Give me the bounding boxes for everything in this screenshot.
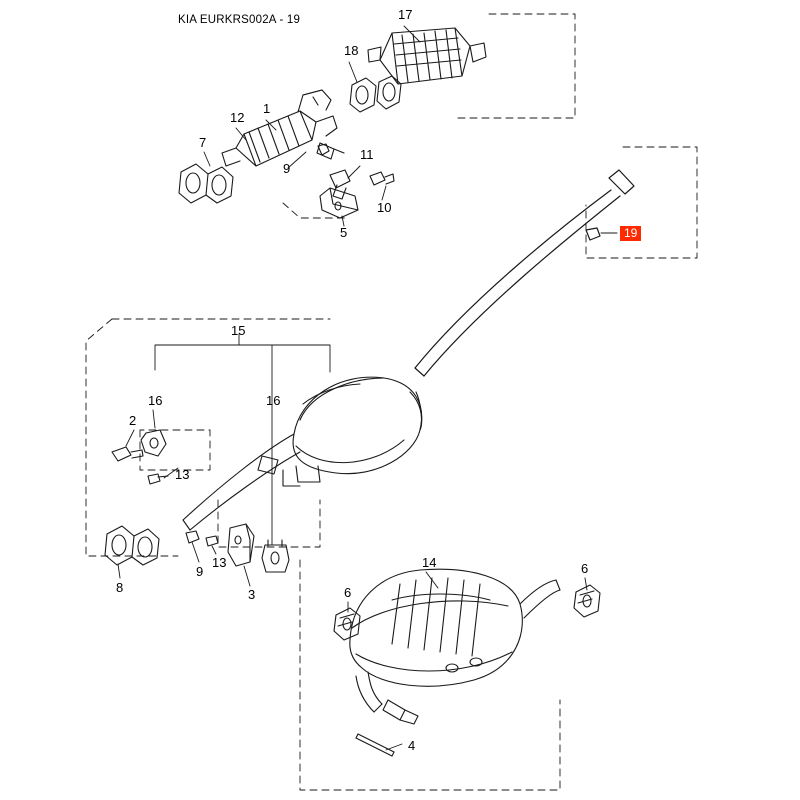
- part-4-rod: [356, 734, 394, 756]
- callout-5: 5: [340, 225, 348, 240]
- callout-8: 8: [116, 580, 124, 595]
- callout-7: 7: [199, 135, 207, 150]
- part-15-centre-muffler: [183, 377, 422, 530]
- callout-16-left: 16: [148, 393, 163, 408]
- callout-15: 15: [231, 323, 246, 338]
- dashed-group-outline: [86, 14, 697, 790]
- callout-12: 12: [230, 110, 245, 125]
- callout-9-lower: 9: [196, 564, 204, 579]
- part-3-bracket: [228, 524, 254, 566]
- part-14-rear-muffler: [350, 569, 560, 724]
- callout-13-left: 13: [175, 467, 190, 482]
- callout-13-right: 13: [212, 555, 227, 570]
- part-16-hanger-rubber-left: [141, 430, 166, 456]
- part-7-gasket: [179, 164, 233, 203]
- callout-3: 3: [248, 587, 256, 602]
- part-16-hanger-rubber-right: [262, 540, 289, 572]
- diagram-title: KIA EURKRS002A - 19: [178, 14, 301, 26]
- callout-2: 2: [129, 413, 137, 428]
- callout-16-right: 16: [266, 393, 281, 408]
- callout-6-right: 6: [581, 561, 589, 576]
- part-1-front-pipe: [222, 90, 344, 166]
- part-9-nut-lower: [186, 531, 199, 543]
- callout-1: 1: [263, 101, 271, 116]
- callout-4: 4: [408, 738, 416, 753]
- callout-6-left: 6: [344, 585, 352, 600]
- part-6-hanger-left: [334, 608, 360, 640]
- leader-lines: [118, 26, 617, 753]
- part-11-bolt: [330, 170, 350, 199]
- part-13-bolt-left: [148, 474, 168, 484]
- part-17-resonator: [368, 28, 486, 84]
- part-19-centre-pipe: [415, 170, 634, 376]
- callout-9-upper: 9: [283, 161, 291, 176]
- part-18-gasket: [350, 76, 401, 112]
- part-5-bracket: [320, 188, 358, 218]
- part-10-bolt: [370, 172, 394, 185]
- callout-10: 10: [377, 200, 392, 215]
- callout-17: 17: [398, 7, 413, 22]
- callout-14: 14: [422, 555, 437, 570]
- callout-19-highlighted[interactable]: 19: [620, 226, 641, 241]
- part-8-flange: [105, 526, 159, 565]
- callout-18: 18: [344, 43, 359, 58]
- part-2-pin: [112, 447, 143, 461]
- part-13-bolt-right: [206, 536, 218, 546]
- callout-11: 11: [360, 147, 374, 162]
